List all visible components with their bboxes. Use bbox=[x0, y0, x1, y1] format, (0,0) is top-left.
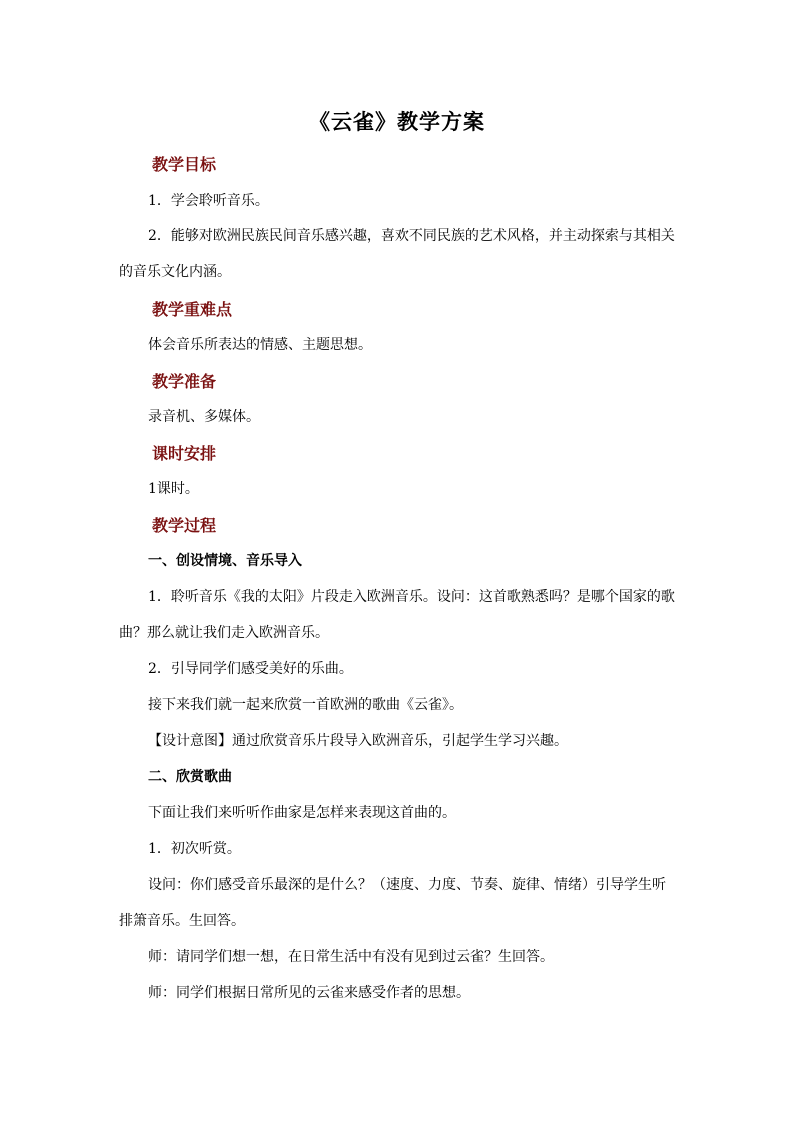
part-1-title: 一、创设情境、音乐导入 bbox=[148, 553, 302, 569]
part-2-item-1: 1．初次听赏。 bbox=[148, 841, 241, 857]
part-2-question-line2: 排箫音乐。生回答。 bbox=[119, 913, 245, 929]
preparation-text: 录音机、多媒体。 bbox=[148, 409, 260, 425]
part-1-item-1-line1: 1．聆听音乐《我的太阳》片段走入欧洲音乐。设问：这首歌熟悉吗？是哪个国家的歌 bbox=[148, 589, 675, 605]
part-1-item-1-line2: 曲？那么就让我们走入欧洲音乐。 bbox=[119, 625, 329, 641]
part-2-question-line1: 设问：你们感受音乐最深的是什么？（速度、力度、节奏、旋律、情绪）引导学生听 bbox=[148, 877, 666, 893]
part-1-item-2: 2．引导同学们感受美好的乐曲。 bbox=[148, 661, 353, 677]
heading-teaching-goals: 教学目标 bbox=[152, 155, 217, 174]
goal-1: 1．学会聆听音乐。 bbox=[148, 193, 269, 209]
heading-process: 教学过程 bbox=[152, 516, 217, 535]
key-points-text: 体会音乐所表达的情感、主题思想。 bbox=[148, 337, 372, 353]
part-2-teacher-1: 师：请同学们想一想，在日常生活中有没有见到过云雀？生回答。 bbox=[148, 949, 554, 965]
heading-preparation: 教学准备 bbox=[152, 372, 217, 391]
heading-key-points: 教学重难点 bbox=[152, 300, 233, 319]
goal-2-line1: 2．能够对欧洲民族民间音乐感兴趣，喜欢不同民族的艺术风格，并主动探索与其相关 bbox=[148, 228, 675, 244]
part-2-title: 二、欣赏歌曲 bbox=[148, 769, 232, 785]
page-title: 《云雀》教学方案 bbox=[309, 109, 485, 134]
goal-2-line2: 的音乐文化内涵。 bbox=[119, 264, 231, 280]
heading-schedule: 课时安排 bbox=[152, 444, 217, 463]
part-1-item-3: 接下来我们就一起来欣赏一首欧洲的歌曲《云雀》。 bbox=[148, 697, 463, 713]
part-1-design-intent: 【设计意图】通过欣赏音乐片段导入欧洲音乐，引起学生学习兴趣。 bbox=[148, 733, 568, 749]
part-2-intro: 下面让我们来听听作曲家是怎样来表现这首曲的。 bbox=[148, 805, 456, 821]
schedule-text: 1课时。 bbox=[148, 481, 199, 497]
part-2-teacher-2: 师：同学们根据日常所见的云雀来感受作者的思想。 bbox=[148, 985, 470, 1001]
